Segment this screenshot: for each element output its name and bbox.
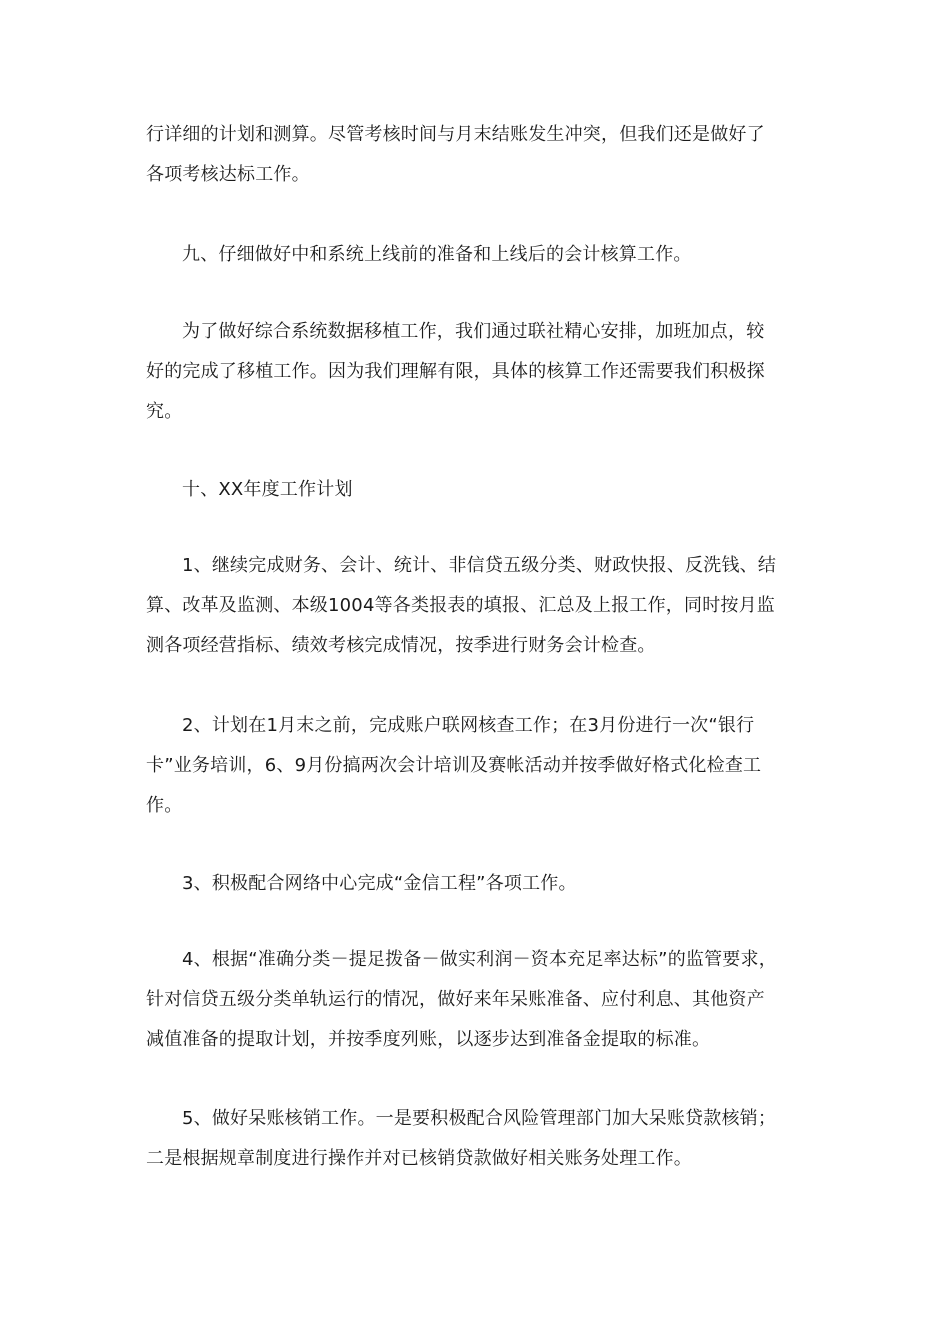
paragraph-migration [146,312,816,432]
heading-text: 十、XX年度工作计划 [182,479,353,500]
text-line: 1、继续完成财务、会计、统计、非信贷五级分类、财政快报、反洗钱、结 [182,555,777,576]
text-line: 二是根据规章制度进行操作并对已核销贷款做好相关账务处理工作。 [146,1148,692,1169]
plan-item-3 [146,864,816,904]
text-line: 减值准备的提取计划，并按季度列账，以逐步达到准备金提取的标准。 [146,1029,711,1050]
text-line: 针对信贷五级分类单轨运行的情况，做好来年呆账准备、应付利息、其他资产 [146,989,765,1010]
plan-item-4 [146,940,816,1060]
text-line: 4、根据“准确分类－提足拨备－做实利润－资本充足率达标”的监管要求， [182,949,777,970]
text-line: 究。 [146,401,183,422]
paragraph-continuation [146,115,816,195]
text-line: 测各项经营指标、绩效考核完成情况，按季进行财务会计检查。 [146,635,656,656]
plan-item-1 [146,546,816,666]
plan-item-5 [146,1099,816,1179]
text-line: 卡”业务培训，6、9月份搞两次会计培训及赛帐活动并按季做好格式化检查工 [146,755,762,776]
text-line: 3、积极配合网络中心完成“金信工程”各项工作。 [182,873,577,894]
text-line: 为了做好综合系统数据移植工作，我们通过联社精心安排，加班加点，较 [182,321,765,342]
text-line: 作。 [146,795,183,816]
text-line: 好的完成了移植工作。因为我们理解有限，具体的核算工作还需要我们积极探 [146,361,765,382]
text-line: 2、计划在1月末之前，完成账户联网核查工作；在3月份进行一次“银行 [182,715,755,736]
section-heading-10 [146,470,816,510]
text-line: 各项考核达标工作。 [146,164,310,185]
text-line: 5、做好呆账核销工作。一是要积极配合风险管理部门加大呆账贷款核销； [182,1108,777,1129]
text-line: 行详细的计划和测算。尽管考核时间与月末结账发生冲突，但我们还是做好了 [146,124,765,145]
plan-item-2 [146,706,816,826]
text-line: 算、改革及监测、本级1004等各类报表的填报、汇总及上报工作，同时按月监 [146,595,776,616]
section-heading-9 [146,235,816,275]
heading-text: 九、仔细做好中和系统上线前的准备和上线后的会计核算工作。 [182,244,692,265]
